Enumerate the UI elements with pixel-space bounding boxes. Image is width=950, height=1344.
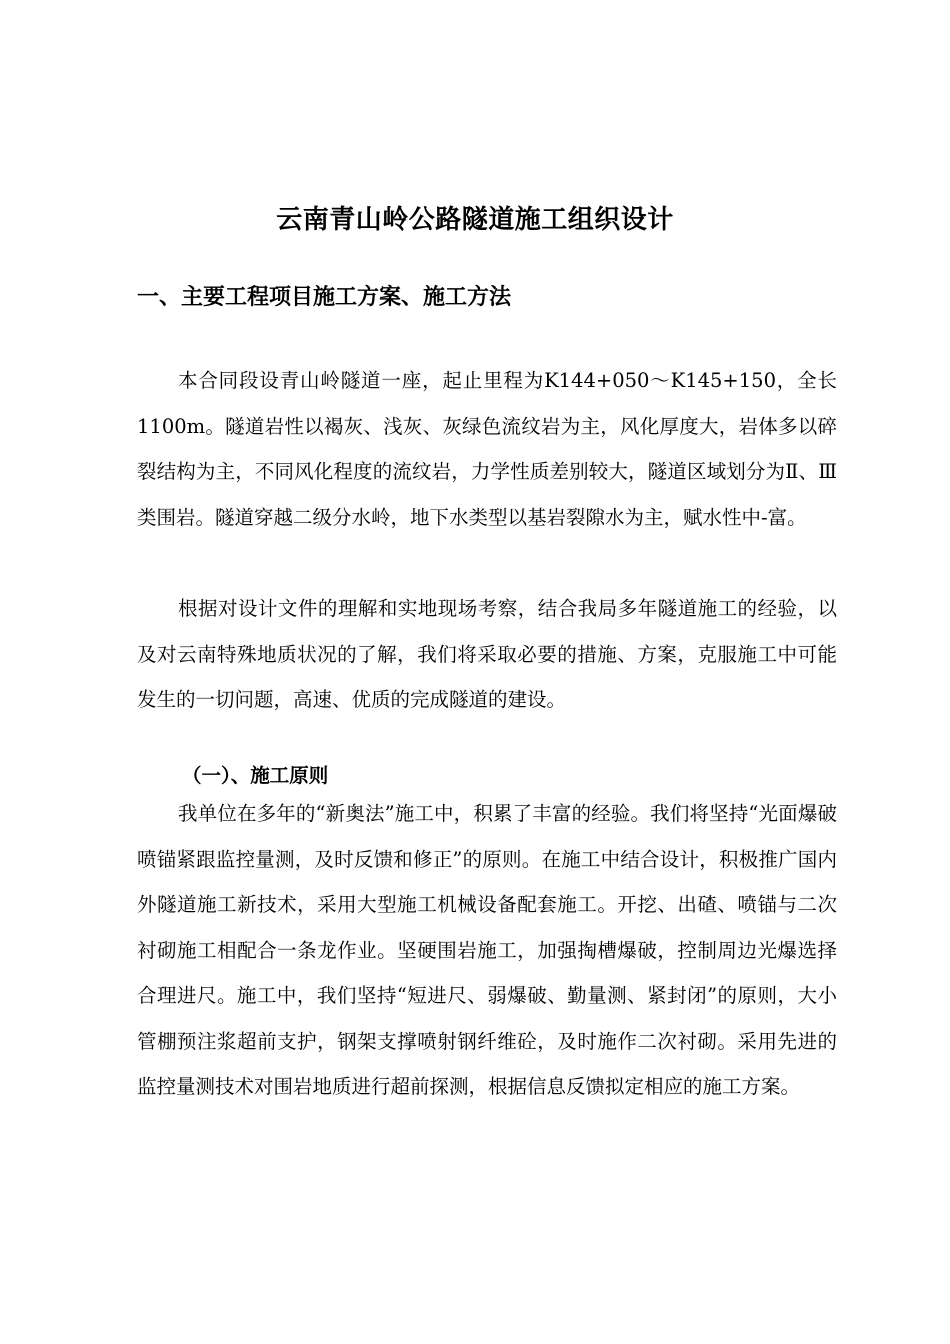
paragraph-construction-principles: 我单位在多年的“新奥法”施工中，积累了丰富的经验。我们将坚持“光面爆破喷锚紧跟监控量测，及时反馈和修正”的原则。在施工中结合设计，积极推广国内外隧道施工新技术，采用大型施工机械设备配套施工。开挖、出碴、喷锚与二次衬砌施工相配合一条龙作业。坚硬围岩施工，加强掏槽爆破，控制周边光爆选择合理进尺。施工中，我们坚持“短进尺、弱爆破、勤量测、紧封闭”的原则，大小管棚预注浆超前支护，钢架支撑喷射钢纤维砼，及时施作二次衬砌。采用先进的监控量测技术对围岩地质进行超前探测，根据信息反馈拟定相应的施工方案。 — [137, 802, 837, 1098]
paragraph-construction-approach: 根据对设计文件的理解和实地现场考察，结合我局多年隧道施工的经验，以及对云南特殊地质状况的了解，我们将采取必要的措施、方案，克服施工中可能发生的一切问题，高速、优质的完成隧道的建设。 — [137, 597, 837, 711]
subsection-heading: （一）、施工原则 — [182, 764, 329, 787]
paragraph-project-overview: 本合同段设青山岭隧道一座，起止里程为K144+050～K145+150，全长1100m。隧道岩性以褐灰、浅灰、灰绿色流纹岩为主，风化厚度大，岩体多以碎裂结构为主，不同风化程度的流纹岩，力学性质差别较大，隧道区域划分为Ⅱ、Ⅲ类围岩。隧道穿越二级分水岭，地下水类型以基岩裂隙水为主，赋水性中-富。 — [137, 369, 837, 529]
section-heading: 一、主要工程项目施工方案、施工方法 — [137, 285, 512, 310]
document-title: 云南青山岭公路隧道施工组织设计 — [276, 205, 674, 235]
